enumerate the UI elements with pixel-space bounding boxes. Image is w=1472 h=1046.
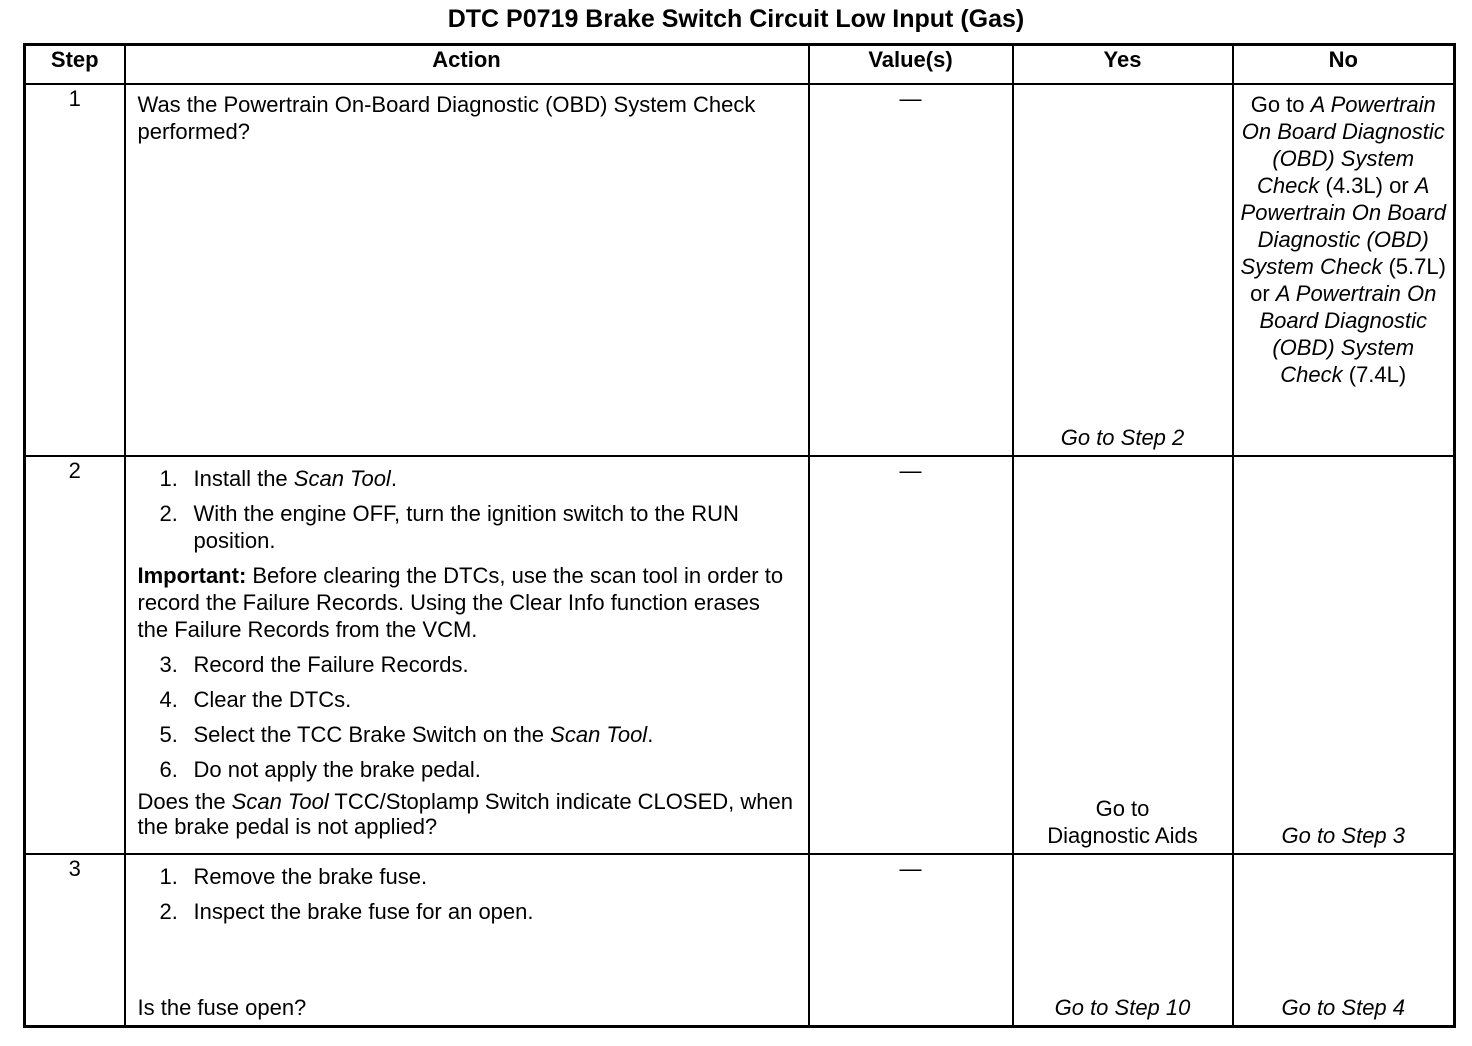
no-link-obd-check-5-7l[interactable]: A Powertrain On Board Diagnostic (OBD) System Check [1240, 173, 1446, 279]
list-item [138, 863, 796, 890]
scan-tool-link[interactable]: Scan Tool [231, 789, 329, 814]
important-text: Before clearing the DTCs, use the scan tool in order to record the Failure Records. Using the Clear Info function erases the Failure Records from the VCM. [137, 563, 784, 642]
action-question: Does the Scan Tool TCC/Stoplamp Switch indicate CLOSED, when the brake pedal is not applied? [137, 789, 793, 839]
no-cell [1233, 456, 1455, 854]
list-item [138, 721, 796, 748]
yes-cell [1013, 456, 1233, 854]
list-item-number: 2. [159, 501, 178, 526]
action-question: Is the fuse open? [137, 995, 307, 1020]
list-item-number: 3. [159, 652, 178, 677]
no-engine-5-7l: (5.7L) or [1250, 254, 1446, 306]
page-title: DTC P0719 Brake Switch Circuit Low Input (Gas) [447, 5, 1025, 33]
header-no: No [1233, 45, 1455, 85]
list-item [138, 898, 796, 925]
list-item-number: 5. [159, 722, 178, 747]
action-question: Was the Powertrain On-Board Diagnostic (OBD) System Check performed? [137, 92, 756, 144]
list-item-text: With the engine OFF, turn the ignition switch to the RUN position. [193, 501, 739, 553]
list-item [138, 651, 796, 678]
table-row [25, 456, 1455, 854]
no-link[interactable]: Go to Step 3 [1281, 823, 1406, 848]
header-values: Value(s) [809, 45, 1013, 85]
important-label: Important: [137, 563, 247, 588]
table-row [25, 854, 1455, 1027]
important-note [138, 562, 796, 643]
value-cell: — [809, 854, 1013, 1027]
list-item-number: 2. [159, 899, 178, 924]
no-cell [1233, 854, 1455, 1027]
list-item-text: Inspect the brake fuse for an open. [193, 899, 534, 924]
no-link-obd-check-7-4l[interactable]: A Powertrain On Board Diagnostic (OBD) System Check [1259, 281, 1437, 387]
list-item-text: Do not apply the brake pedal. [193, 757, 481, 782]
yes-diagnostic-aids: Diagnostic Aids [1047, 823, 1198, 848]
yes-link-diagnostic-aids[interactable] [1014, 795, 1232, 849]
value-cell: — [809, 456, 1013, 854]
list-item [138, 686, 796, 713]
yes-cell [1013, 854, 1233, 1027]
no-cell [1233, 84, 1455, 456]
list-item [138, 465, 796, 492]
scan-tool-link[interactable]: Scan Tool [293, 466, 391, 491]
header-yes: Yes [1013, 45, 1233, 85]
list-item-text: Clear the DTCs. [193, 687, 352, 712]
no-references [1234, 91, 1454, 388]
yes-link[interactable]: Go to Step 10 [1054, 995, 1191, 1020]
yes-link[interactable]: Go to Step 2 [1060, 425, 1185, 450]
step-number: 2 [25, 456, 125, 854]
list-item-text: Record the Failure Records. [193, 652, 469, 677]
yes-cell [1013, 84, 1233, 456]
list-item-text: Select the TCC Brake Switch on the Scan Tool. [193, 722, 654, 747]
action-cell [125, 456, 809, 854]
no-engine-7-4l: (7.4L) [1348, 362, 1407, 387]
list-item-number: 1. [159, 864, 178, 889]
action-cell [125, 854, 809, 1027]
table-row [25, 84, 1455, 456]
list-item-number: 4. [159, 687, 178, 712]
step-number: 1 [25, 84, 125, 456]
list-item-text: Install the Scan Tool. [193, 466, 397, 491]
yes-goto-label: Go to [1095, 796, 1150, 821]
list-item [138, 500, 796, 554]
header-step: Step [25, 45, 125, 85]
list-item-number: 6. [159, 757, 178, 782]
table-header-row [25, 45, 1455, 85]
step-number: 3 [25, 854, 125, 1027]
no-link-obd-check-4-3l[interactable]: A Powertrain On Board Diagnostic (OBD) System Check [1241, 92, 1445, 198]
diagnostic-table [23, 43, 1456, 1028]
header-action: Action [125, 45, 809, 85]
list-item [138, 756, 796, 783]
list-item-number: 1. [159, 466, 178, 491]
action-cell [125, 84, 809, 456]
scan-tool-link[interactable]: Scan Tool [550, 722, 648, 747]
no-engine-4-3l: (4.3L) or [1325, 173, 1409, 198]
no-goto-label: Go to [1250, 92, 1305, 117]
list-item-text: Remove the brake fuse. [193, 864, 428, 889]
value-cell: — [809, 84, 1013, 456]
no-link[interactable]: Go to Step 4 [1281, 995, 1406, 1020]
